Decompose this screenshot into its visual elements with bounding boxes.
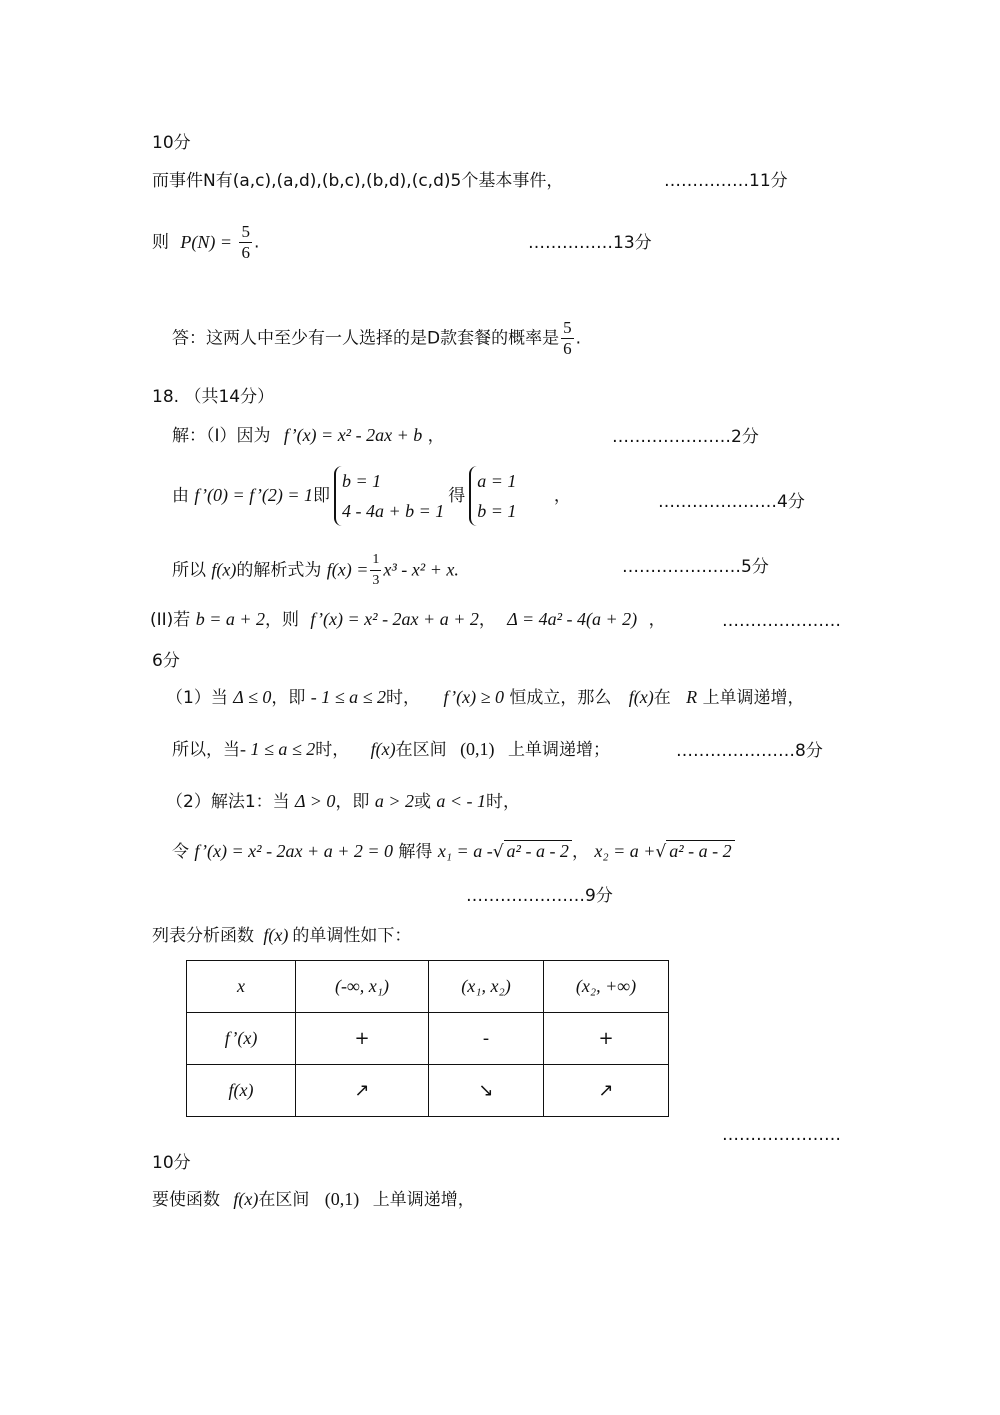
table-intro (152, 924, 411, 947)
table-cell: + (544, 1013, 669, 1065)
equation-system (334, 466, 444, 526)
text: 上单调递增， (702, 688, 805, 708)
expression-line (172, 550, 459, 591)
monotonicity-table (186, 960, 669, 1117)
formula: f’(0) = f’(2) = 1 (194, 485, 313, 505)
text: 要使函数 (152, 1190, 220, 1210)
formula: a > 2 (374, 791, 414, 811)
text: 恒成立，那么 (509, 688, 612, 708)
final-line (152, 1188, 475, 1211)
text: 或 (414, 792, 431, 812)
denominator: 6 (563, 339, 572, 358)
answer-line: 答：这两人中至少有一人选择的是D款套餐的概率是 $\frac{5}{6}$ . (172, 318, 581, 358)
text: 则 (152, 232, 169, 253)
denominator: 3 (372, 573, 380, 588)
table-row (187, 961, 669, 1013)
text: 的解析式为 (236, 560, 322, 581)
table-cell: x (187, 961, 296, 1013)
case-two-line (166, 790, 520, 813)
text: 上单调递增； (507, 740, 610, 760)
formula: x₁ = a - (437, 841, 493, 861)
score-line: 10分 (152, 133, 191, 153)
derivative-line: 解：（Ⅰ）因为 f’(x) = x² - 2ax + b ， (172, 425, 445, 446)
table-cell: + (296, 1013, 429, 1065)
formula: Δ = 4a² - 4(a + 2) (507, 609, 638, 629)
text: 由 (172, 486, 189, 506)
text: ，即 (271, 688, 306, 708)
formula: (0,1) (324, 1189, 360, 1209)
numerator: 5 (563, 318, 572, 337)
score-8: …………………8分 (676, 741, 823, 761)
text: 解得 (398, 842, 433, 862)
score-9: …………………9分 (466, 886, 613, 906)
score-dots: ………………… (722, 1125, 841, 1145)
table-cell: ↘ (429, 1065, 544, 1117)
fraction (239, 222, 252, 263)
score-2: …………………2分 (612, 427, 759, 447)
text: 令 (172, 842, 189, 862)
text: （1）当 (166, 688, 228, 708)
table-cell: f’(x) (187, 1013, 296, 1065)
formula: x₂ = a + (594, 841, 656, 861)
formula: f’(x) ≥ 0 (443, 687, 504, 707)
score-5: …………………5分 (622, 557, 769, 577)
formula: R (686, 687, 698, 707)
score-4: …………………4分 (658, 492, 805, 512)
system-line: 由 f’(0) = f’(2) = 1即 b = 1 4 - 4a + b = 1 得 a = 1 b = 1 ， (172, 466, 571, 526)
equation: 4 - 4a + b = 1 (341, 501, 445, 521)
text: 得 (448, 486, 466, 506)
table-cell: (x₁, x₂) (429, 961, 544, 1013)
formula: x³ - x² + x. (383, 559, 459, 580)
text: ， (571, 842, 589, 862)
equation: a = 1 (477, 471, 517, 491)
formula: Δ > 0 (295, 791, 336, 811)
table-cell: ↗ (544, 1065, 669, 1117)
formula: - 1 ≤ a ≤ 2 (310, 687, 387, 707)
formula: a < - 1 (436, 791, 487, 811)
table-cell: f(x) (187, 1065, 296, 1117)
table-row (187, 1013, 669, 1065)
text: 在区间 (258, 1190, 310, 1210)
table-row (187, 1065, 669, 1117)
text: ，则 (265, 610, 299, 630)
text: 在 (653, 688, 671, 708)
score-line: 6分 (152, 651, 180, 671)
formula: f’(x) = x² - 2ax + a + 2 = 0 (194, 841, 393, 861)
case-one-line (166, 686, 805, 709)
text: 上单调递增， (372, 1190, 475, 1210)
formula: f’(x) = x² - 2ax + b (283, 425, 423, 445)
sqrt-radicand: a² - a - 2 (504, 840, 572, 861)
formula: P(N) = (180, 231, 233, 252)
text: 列表分析函数 (152, 926, 254, 946)
numerator: 5 (241, 222, 250, 241)
score-11: ……………11分 (664, 171, 788, 191)
score-13: ……………13分 (528, 233, 652, 253)
formula: f(x) (263, 925, 289, 945)
formula: f(x) (370, 739, 396, 759)
denominator: 6 (241, 243, 250, 262)
text: 解：（Ⅰ）因为 (172, 426, 271, 446)
equation: b = 1 (477, 501, 517, 521)
formula: f’(x) = x² - 2ax + a + 2 (310, 609, 479, 629)
text: 的单调性如下： (292, 926, 412, 946)
text: 所以，当 (172, 740, 240, 760)
table-cell: - (429, 1013, 544, 1065)
text: 答：这两人中至少有一人选择的是D款套餐的概率是 (172, 328, 560, 349)
text: 在区间 (395, 740, 447, 760)
formula: f(x) (211, 559, 237, 580)
formula: f(x) (233, 1189, 259, 1209)
roots-line: 令 f’(x) = x² - 2ax + a + 2 = 0 解得 x₁ = a -√ a² - a - 2 ， x₂ = a +√ a² - a - 2 (172, 840, 735, 863)
formula: f(x) (628, 687, 654, 707)
probability-line: 则 P(N) = $\frac{5}{6}$ . (152, 222, 260, 262)
score-dots: ………………… (722, 611, 841, 631)
numerator: 1 (370, 550, 381, 571)
part-two-line: (II)若 b = a + 2，则 f’(x) = x² - 2ax + a + 2， Δ = 4a² - 4(a + 2) ， (150, 609, 666, 630)
equation: b = 1 (341, 471, 382, 491)
formula: f(x) = (326, 559, 369, 580)
text: （2）解法1：当 (166, 792, 290, 812)
score-line: 10分 (152, 1153, 191, 1173)
text: 时， (315, 740, 350, 760)
formula: - 1 ≤ a ≤ 2 (240, 739, 316, 759)
formula: Δ ≤ 0 (233, 687, 272, 707)
event-n-text: 而事件N有(a,c),(a,d),(b,c),(b,d),(c,d)5个基本事件， (152, 171, 564, 191)
text: 时， (486, 792, 521, 812)
fraction (561, 318, 574, 359)
table-cell: (-∞, x₁) (296, 961, 429, 1013)
table-cell: ↗ (296, 1065, 429, 1117)
text: 即 (312, 486, 330, 506)
text: ，即 (335, 792, 370, 812)
fraction (370, 550, 381, 591)
formula: (0,1) (460, 739, 495, 759)
question-heading: 18. （共14分） (152, 387, 275, 407)
text: 时， (386, 688, 421, 708)
table-cell: (x₂, +∞) (544, 961, 669, 1013)
sqrt-radicand: a² - a - 2 (666, 840, 734, 861)
text: (II)若 (150, 610, 191, 630)
formula: b = a + 2 (195, 609, 265, 629)
equation-system (469, 466, 516, 526)
case-one-conclusion (172, 738, 610, 761)
text: 所以 (172, 560, 206, 581)
